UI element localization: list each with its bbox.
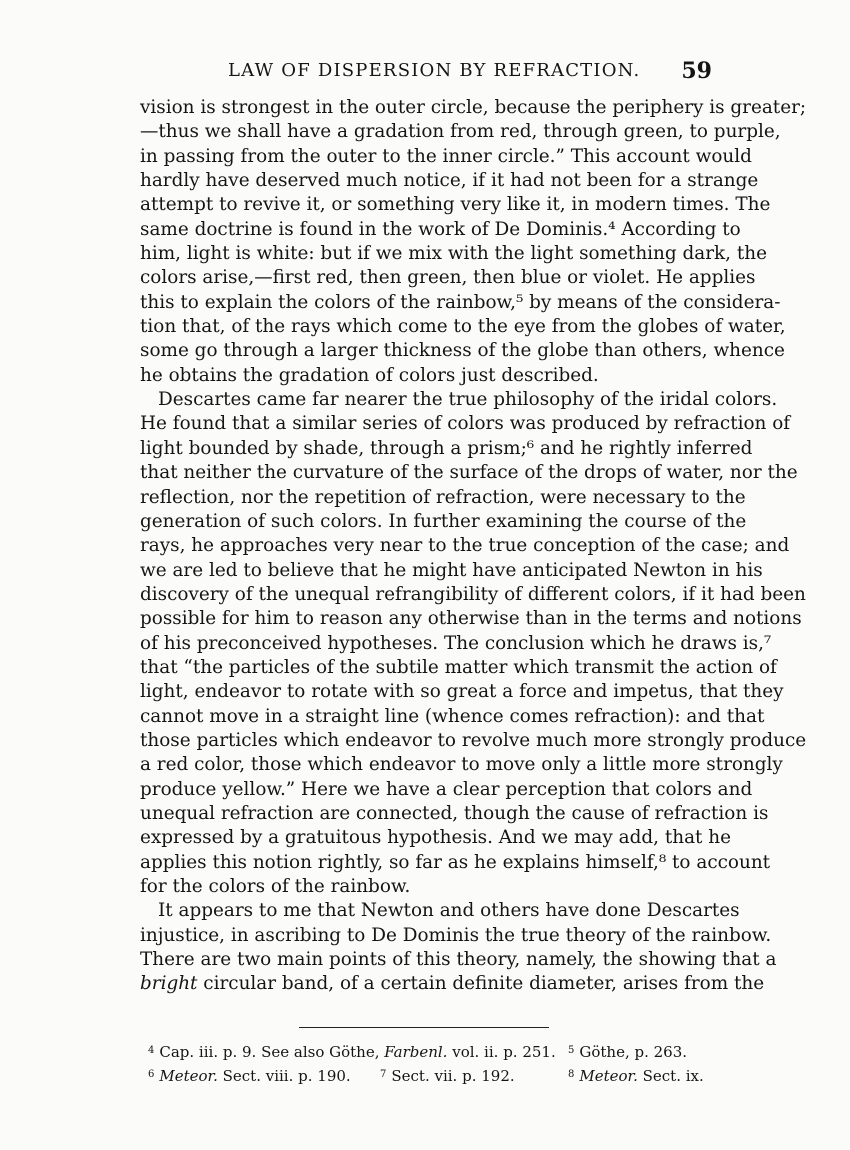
- text-line: rays, he approaches very near to the true conception of the case; and: [140, 535, 790, 557]
- text-line: that “the particles of the subtile matter which transmit the action of: [140, 656, 777, 678]
- text-line: hardly have deserved much notice, if it had not been for a strange: [140, 170, 759, 192]
- footnote-italic-text: Meteor.: [159, 1067, 218, 1085]
- text-line: him, light is white: but if we mix with the light something dark, the: [140, 243, 767, 265]
- text-line: He found that a similar series of colors was produced by refraction of: [140, 413, 791, 435]
- page-number: 59: [681, 58, 712, 84]
- text-line: applies this notion rightly, so far as he explains himself,⁸ to account: [140, 851, 771, 873]
- footnote-5: [568, 1042, 687, 1063]
- text-line: he obtains the gradation of colors just described.: [140, 364, 599, 386]
- text-line: —thus we shall have a gradation from red, through green, to purple,: [140, 121, 781, 143]
- text-line: produce yellow.” Here we have a clear perception that colors and: [140, 778, 753, 800]
- footnote-4: [148, 1042, 556, 1063]
- footnote-6: [148, 1066, 351, 1087]
- running-title: LAW OF DISPERSION BY REFRACTION.: [228, 60, 641, 81]
- body-text: [140, 96, 807, 997]
- footnote-marker: 8: [568, 1069, 575, 1080]
- text-line: this to explain the colors of the rainbow,⁵ by means of the considera-: [140, 291, 781, 313]
- paragraph-start-line: It appears to me that Newton and others have done Descartes: [158, 900, 740, 922]
- text-line: generation of such colors. In further examining the course of the: [140, 510, 747, 532]
- text-line: for the colors of the rainbow.: [140, 876, 411, 897]
- text-line: attempt to revive it, or something very like it, in modern times. The: [140, 194, 771, 216]
- footnote-text: Sect. viii. p. 190.: [217, 1067, 351, 1085]
- text-line: expressed by a gratuitous hypothesis. And we may add, that he: [140, 827, 731, 849]
- text-line: There are two main points of this theory, namely, the showing that a: [140, 949, 777, 971]
- footnotes: [148, 1042, 708, 1090]
- text-line: that neither the curvature of the surface of the drops of water, nor the: [140, 462, 798, 484]
- footnote-8: [568, 1066, 704, 1087]
- footnote-marker: 6: [148, 1069, 155, 1080]
- text-line: a red color, those which endeavor to move only a little more strongly: [140, 754, 783, 776]
- footnote-row: [148, 1066, 708, 1090]
- text-line: light, endeavor to rotate with so great a force and impetus, that they: [140, 681, 784, 703]
- text-fragment: circular band, of a certain definite diameter, arises from the: [197, 973, 765, 995]
- text-line: in passing from the outer to the inner circle.” This account would: [140, 145, 752, 167]
- footnote-text: Cap. iii. p. 9. See also Göthe,: [159, 1043, 385, 1061]
- text-line: some go through a larger thickness of the globe than others, whence: [140, 340, 785, 362]
- text-line: colors arise,—first red, then green, then blue or violet. He applies: [140, 267, 756, 289]
- text-line: cannot move in a straight line (whence comes refraction): and that: [140, 705, 765, 727]
- footnote-marker: 7: [380, 1069, 387, 1080]
- text-line: vision is strongest in the outer circle, because the periphery is greater;: [140, 97, 807, 118]
- footnote-7: [380, 1066, 515, 1087]
- footnote-marker: 5: [568, 1045, 575, 1056]
- text-line: we are led to believe that he might have anticipated Newton in his: [140, 559, 763, 581]
- text-line: injustice, in ascribing to De Dominis the true theory of the rainbow.: [140, 924, 772, 946]
- text-line: tion that, of the rays which come to the eye from the globes of water,: [140, 316, 786, 338]
- footnote-italic-text: Farbenl.: [384, 1043, 448, 1061]
- text-line: same doctrine is found in the work of De Dominis.⁴ According to: [140, 218, 741, 240]
- text-line: light bounded by shade, through a prism;⁶ and he rightly inferred: [140, 437, 753, 459]
- footnote-text: vol. ii. p. 251.: [447, 1043, 556, 1061]
- footnote-italic-text: Meteor.: [579, 1067, 638, 1085]
- footnote-text: Göthe, p. 263.: [579, 1043, 688, 1061]
- italic-word: bright: [140, 973, 198, 995]
- footnote-row: [148, 1042, 708, 1066]
- text-line: unequal refraction are connected, though the cause of refraction is: [140, 802, 769, 824]
- text-line: of his preconceived hypotheses. The conclusion which he draws is,⁷: [140, 632, 772, 654]
- footnote-text: Sect. ix.: [637, 1067, 704, 1085]
- footnote-marker: 4: [148, 1045, 155, 1056]
- text-line: those particles which endeavor to revolve much more strongly produce: [140, 729, 807, 751]
- page-header: [140, 60, 712, 90]
- text-line: reflection, nor the repetition of refraction, were necessary to the: [140, 486, 746, 508]
- text-line: discovery of the unequal refrangibility of different colors, if it had been: [140, 583, 806, 605]
- text-line-last: [140, 972, 765, 996]
- text-line: possible for him to reason any otherwise than in the terms and notions: [140, 608, 802, 630]
- footnote-text: Sect. vii. p. 192.: [391, 1067, 515, 1085]
- paragraph-start-line: Descartes came far nearer the true philosophy of the iridal colors.: [158, 389, 778, 411]
- footnote-divider: [299, 1027, 549, 1028]
